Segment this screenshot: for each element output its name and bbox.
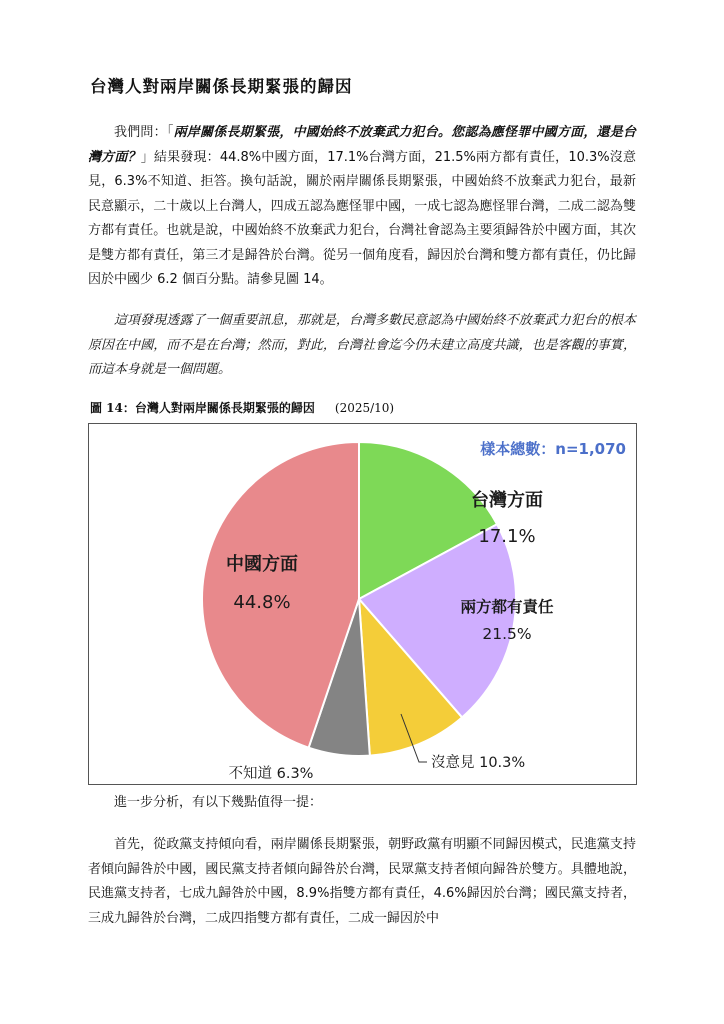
results-text: 」結果發現：44.8%中國方面，17.1%台灣方面，21.5%兩方都有責任，10.3%沒意見，6.3%不知道、拒答。換句話說，關於兩岸關係長期緊張，中國始終不放棄武力犯台，最新民意顯示，二十歲以上台灣人，四成五認為應怪罪中國，一成七認為應怪罪台灣，二成二認為雙方都有責任。也就是說，中國始終不放棄武力犯台，台灣社會認為主要須歸咎於中國方面，其次是雙方都有責任，第三才是歸咎於台灣。從另一個角度看，歸因於台灣和雙方都有責任，仍比歸因於中國少 6.2 個百分點。請參見圖 14。 (88, 149, 636, 287)
paragraph-analysis-intro: 進一步分析，有以下幾點值得一提： (114, 795, 323, 810)
paragraph-insight: 這項發現透露了一個重要訊息，那就是，台灣多數民意認為中國始終不放棄武力犯台的根本原因在中國，而不是在台灣；然而，對此，台灣社會迄今仍未建立高度共識，也是客觀的事實，而這本身就是一個問題。 (88, 313, 636, 377)
slice-taiwan-value-label: 17.1% (478, 526, 536, 547)
pie-chart (89, 424, 635, 783)
slice-china-value-label: 44.8% (233, 592, 291, 613)
caption-date: (2025/10) (334, 401, 395, 415)
slice-no-opinion-label: 沒意見 10.3% (431, 755, 526, 771)
caption-label: 圖 14：台灣人對兩岸關係長期緊張的歸因 (90, 401, 315, 415)
chart-frame (88, 423, 637, 785)
slice-taiwan-name-label: 台灣方面 (471, 490, 543, 511)
paragraph-party-analysis: 首先，從政黨支持傾向看，兩岸關係長期緊張，朝野政黨有明顯不同歸因模式，民進黨支持者傾向歸咎於中國，國民黨支持者傾向歸咎於台灣，民眾黨支持者傾向歸咎於雙方。具體地說，民進黨支持者，七成九歸咎於中國，8.9%指雙方都有責任，4.6%歸因於台灣；國民黨支持者，三成九歸咎於台灣，二成四指雙方都有責任，二成一歸因於中 (88, 837, 636, 926)
slice-both-value-label: 21.5% (482, 625, 532, 643)
slice-both-name-label: 兩方都有責任 (460, 598, 554, 616)
figure-caption (90, 399, 394, 416)
sample-size-note: 樣本總數：n=1,070 (480, 440, 626, 458)
question-lead: 我們問：「 (114, 125, 174, 140)
page-heading: 台灣人對兩岸關係長期緊張的歸因 (90, 77, 353, 96)
slice-dont-know-label: 不知道 6.3% (228, 766, 314, 782)
slice-china-name-label: 中國方面 (226, 554, 298, 575)
survey-question: 兩岸關係長期緊張，中國始終不放棄武力犯台。您認為應怪罪中國方面，還是台灣方面？ (88, 125, 636, 165)
paragraph-results (88, 121, 636, 293)
